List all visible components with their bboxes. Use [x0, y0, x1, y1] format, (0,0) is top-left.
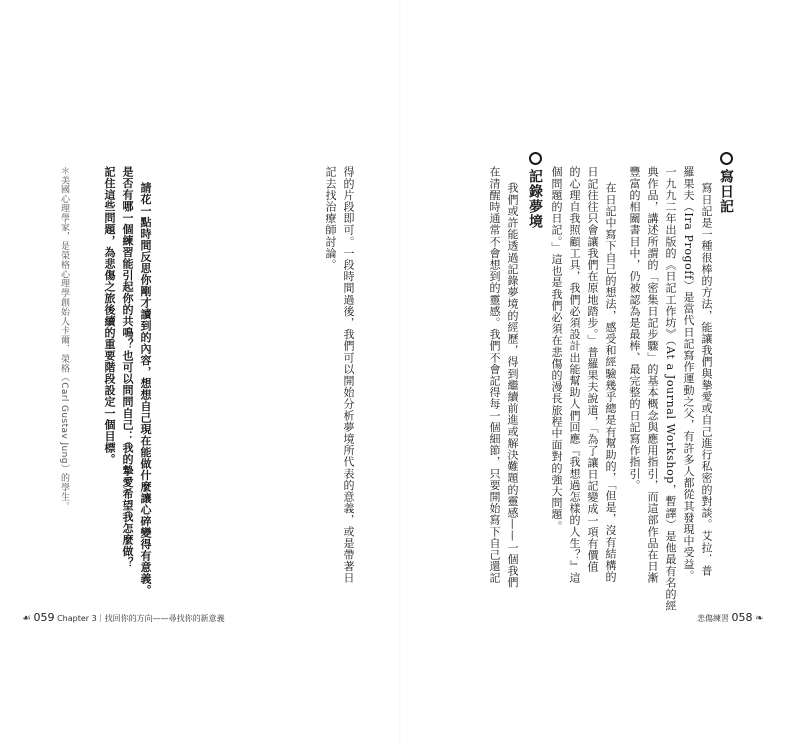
body-line: 在清醒時通常不會想到的靈感。我們不會記得每一個細節，只要開始寫下自己還記 — [488, 166, 501, 584]
heading-journal: 寫日記 — [716, 152, 736, 214]
body-line: 典作品，講述所謂的「密集日記步驟」的基本概念與應用指引，而這部作品在日漸 — [646, 166, 659, 584]
body-line: 在日記中寫下自己的想法，感受和經驗幾乎總是有幫助的，「但是，沒有結構的 — [604, 182, 617, 583]
body-line: 得的片段即可。一段時間過後，我們可以開始分析夢境所代表的意義，或是帶著日 — [342, 166, 355, 584]
body-line: 的心理自我照顧工具，我們必須設計出能幫助人們回應『我想過怎樣的人生？』這 — [568, 166, 581, 584]
page-number: 059 — [33, 611, 55, 624]
body-line: 記去找治療師討論。 — [324, 166, 337, 271]
body-line: 羅果夫（Ira Progoff）是當代日記寫作運動之父，有許多人都從其發現中受益。 — [682, 166, 695, 582]
page-number: 058 — [731, 611, 753, 624]
gutter-shadow — [399, 0, 401, 744]
right-page-footer — [697, 611, 763, 624]
body-line: 日記往往只會讓我們在原地踏步。」普羅果夫說道，「為了讓日記變成一項有價值 — [586, 166, 599, 573]
circle-bullet-icon — [529, 152, 542, 165]
leaf-ornament-icon: ❧ — [755, 613, 764, 624]
left-page-footer — [22, 611, 225, 624]
reflection-prompt-line: 記住這些問題，為悲傷之旅後續的重要階段設定一個目標。 — [103, 166, 116, 465]
body-line: 個問題的日記。」這也是我們必須在悲傷的漫長旅程中面對的強大問題。 — [550, 166, 563, 532]
body-line: 寫日記是一種很棒的方法，能讓我們與摯愛或自己進行私密的對談。艾拉．普 — [700, 182, 713, 577]
body-line: 一九九二年出版的《日記工作坊》（At a Journal Workshop，暫譯）是他最有名的經 — [664, 166, 677, 612]
circle-bullet-icon — [720, 152, 733, 165]
body-line: 我們或許能透過記錄夢境的經歷，得到繼續前進或解決難題的靈感——一個我們 — [506, 182, 519, 588]
chapter-running-title: Chapter 3｜找回你的方向——尋找你的新意義 — [57, 614, 225, 623]
running-title: 悲傷練習 — [697, 614, 729, 623]
body-line: 豐富的相關書目中，仍被認為是最棒、最完整的日記寫作指引。 — [628, 166, 641, 491]
reflection-prompt-line: 請花一點時間反思你剛才讀到的內容，想想自己現在能做什麼讓心碎變得有意義。 — [139, 182, 152, 596]
reflection-prompt-line: 是否有哪一個練習能引起你的共鳴？也可以問問自己：我的摯愛希望我怎麼做？ — [121, 166, 134, 569]
leaf-ornament-icon: ☙ — [22, 613, 31, 624]
footnote: ＊美國心理學家，是榮格心理學創始人卡爾．榮格（Carl Gustav Jung）的學生。 — [59, 166, 69, 511]
heading-dreams: 記錄夢境 — [525, 152, 545, 229]
